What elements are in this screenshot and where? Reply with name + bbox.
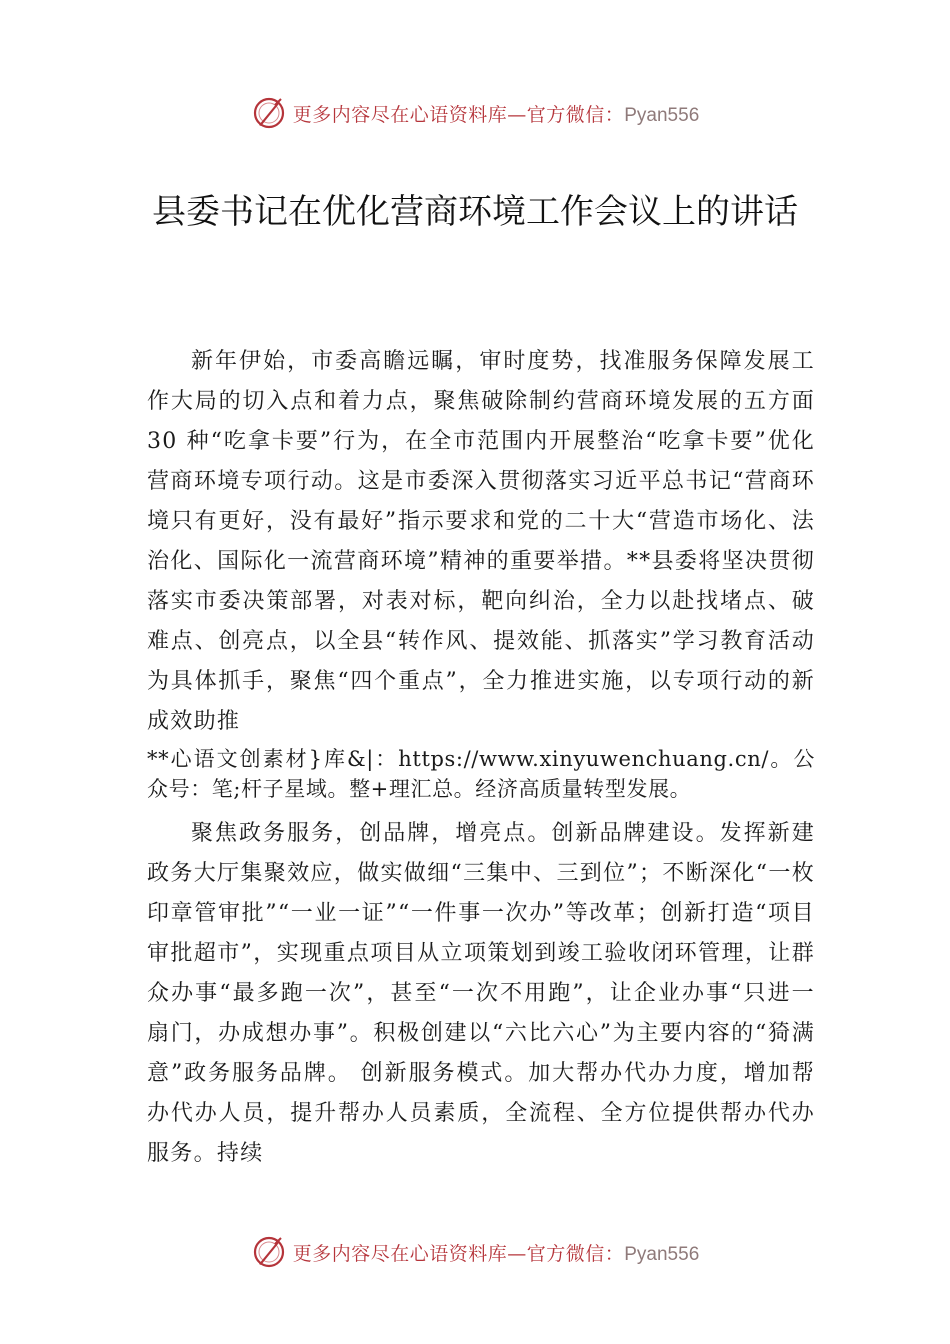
paragraph-watermark: **心语文创素材}库&|：https://www.xinyuwenchuang.cn/。公众号：笔;杆子星域。整+理汇总。经济高质量转型发展。 [147, 747, 815, 801]
document-body [147, 342, 815, 1176]
banner-text: 更多内容尽在心语资料库—官方微信：Pyan556 [292, 103, 700, 126]
quill-circle-icon [251, 95, 287, 131]
paragraph-1: 新年伊始，市委高瞻远瞩，审时度势，找准服务保障发展工作大局的切入点和着力点，聚焦破除制约营商环境发展的五方面 30 种“吃拿卡要”行为，在全市范围内开展整治“吃拿卡要”优化营商环境专项行动。这是市委深入贯彻落实习近平总书记“营商环境只有更好，没有最好”指示要求和党的二十大“营造市场化、法治化、国际化一流营商环境”精神的重要举措。**县委将坚决贯彻落实市委决策部署，对表对标，靶向纠治，全力以赴找堵点、破难点、创亮点，以全县“转作风、提效能、抓落实”学习教育活动为具体抓手，聚焦“四个重点”，全力推进实施，以专项行动的新成效助推 [147, 349, 815, 734]
banner-handle: Pyan556 [624, 104, 700, 126]
paragraph-2: 聚焦政务服务，创品牌，增亮点。创新品牌建设。发挥新建政务大厅集聚效应，做实做细“三集中、三到位”；不断深化“一枚印章管审批”“一业一证”“一件事一次办”等改革；创新打造“项目审批超市”，实现重点项目从立项策划到竣工验收闭环管理，让群众办事“最多跑一次”，甚至“一次不用跑”，让企业办事“只进一扇门，办成想办事”。积极创建以“六比六心”为主要内容的“猗满意”政务服务品牌。 创新服务模式。加大帮办代办力度，增加帮办代办人员，提升帮办人员素质，全流程、全方位提供帮办代办服务。持续 [147, 821, 815, 1166]
quill-circle-icon [251, 1234, 287, 1270]
banner-text: 更多内容尽在心语资料库—官方微信：Pyan556 [292, 1242, 700, 1265]
document-title: 县委书记在优化营商环境工作会议上的讲话 [152, 192, 798, 232]
header-banner [0, 93, 950, 133]
banner-handle: Pyan556 [624, 1243, 700, 1265]
footer-banner [0, 1232, 950, 1272]
